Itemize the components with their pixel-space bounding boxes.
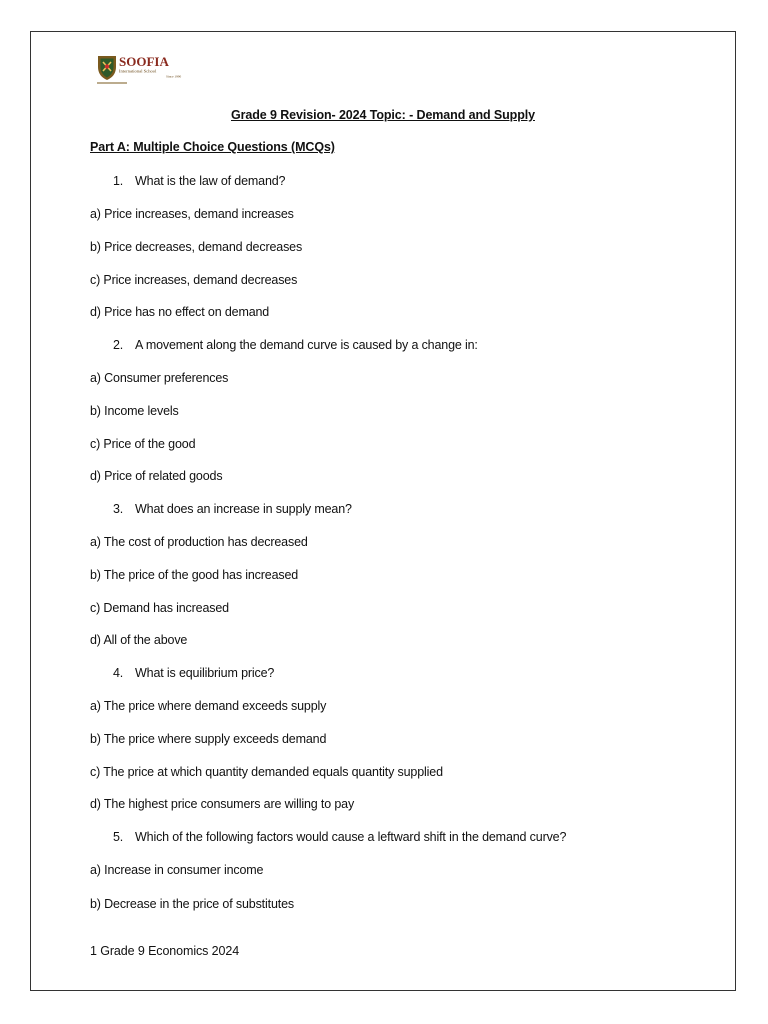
question-text: Which of the following factors would cause a leftward shift in the demand curve?: [135, 830, 567, 844]
option-1d: d) Price has no effect on demand: [90, 305, 270, 319]
option-4b: b) The price where supply exceeds demand: [90, 732, 327, 746]
option-5a: a) Increase in consumer income: [90, 863, 264, 877]
document-title: Grade 9 Revision- 2024 Topic: - Demand and Supply: [231, 108, 535, 122]
question-text: A movement along the demand curve is caused by a change in:: [135, 338, 478, 352]
option-1a: a) Price increases, demand increases: [90, 207, 294, 221]
question-text: What does an increase in supply mean?: [135, 502, 352, 516]
option-2c: c) Price of the good: [90, 437, 196, 451]
option-4c: c) The price at which quantity demanded equals quantity supplied: [90, 765, 443, 779]
question-4: [113, 666, 274, 680]
logo-subtitle: International School: [119, 68, 157, 74]
question-1: [113, 174, 285, 188]
question-text: What is the law of demand?: [135, 174, 286, 188]
school-crest-icon: [97, 53, 189, 85]
logo-name: SOOFIA: [119, 54, 169, 69]
option-4a: a) The price where demand exceeds supply: [90, 699, 327, 713]
option-2b: b) Income levels: [90, 404, 179, 418]
option-2a: a) Consumer preferences: [90, 371, 229, 385]
option-1b: b) Price decreases, demand decreases: [90, 240, 303, 254]
part-heading: Part A: Multiple Choice Questions (MCQs): [90, 140, 335, 154]
option-1c: c) Price increases, demand decreases: [90, 273, 298, 287]
school-logo: [97, 53, 189, 85]
option-3a: a) The cost of production has decreased: [90, 535, 308, 549]
option-5b: b) Decrease in the price of substitutes: [90, 897, 294, 911]
question-number: 5.: [113, 830, 124, 844]
question-number: 2.: [113, 338, 124, 352]
option-2d: d) Price of related goods: [90, 469, 223, 483]
option-3b: b) The price of the good has increased: [90, 568, 299, 582]
option-3d: d) All of the above: [90, 633, 188, 647]
page-footer: 1 Grade 9 Economics 2024: [90, 944, 240, 958]
option-3c: c) Demand has increased: [90, 601, 229, 615]
question-number: 3.: [113, 502, 124, 516]
question-number: 1.: [113, 174, 124, 188]
question-5: [113, 830, 566, 844]
question-3: [113, 502, 352, 516]
option-4d: d) The highest price consumers are willing to pay: [90, 797, 355, 811]
document-page: [30, 31, 736, 991]
logo-since: Since 1990: [166, 74, 182, 79]
question-number: 4.: [113, 666, 124, 680]
question-text: What is equilibrium price?: [135, 666, 275, 680]
question-2: [113, 338, 478, 352]
